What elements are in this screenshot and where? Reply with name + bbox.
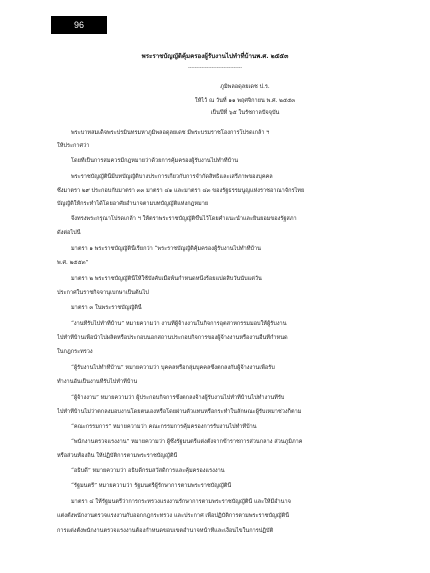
body-line: ให้ประกาศว่า <box>57 143 90 149</box>
body-line: พระบาทสมเด็จพระปรมินทรมหาภูมิพลอดุลยเดช มีพระบรมราชโองการโปรดเกล้า ฯ <box>71 130 270 136</box>
body-line: แต่งตั้งพนักงานตรวจแรงงานกับออกกฎกระทรวง และประกาศ เพื่อปฏิบัติการตามพระราชบัญญัตินี้ <box>57 513 290 519</box>
body-line: มาตรา ๒ พระราชบัญญัตินี้ให้ใช้บังคับเมื่อพ้นกำหนดหนึ่งร้อยแปดสิบวันนับแต่วัน <box>71 276 262 282</box>
body-line: “อธิบดี” หมายความว่า อธิบดีกรมสวัสดิการและคุ้มครองแรงงาน <box>71 468 225 474</box>
page-number: 96 <box>51 16 107 34</box>
body-line: “ผู้จ้างงาน” หมายความว่า ผู้ประกอบกิจการซึ่งตกลงจ้างผู้รับงานไปทำที่บ้านไปทำงานที่รับ <box>71 395 285 401</box>
body-line: หรือส่วนท้องถิ่น ให้ปฏิบัติการตามพระราชบัญญัตินี้ <box>57 453 178 459</box>
body-line: บัญญัติให้กระทำได้โดยอาศัยอำนาจตามบทบัญญัติแห่งกฎหมาย <box>57 201 209 207</box>
body-line: “งานที่รับไปทำที่บ้าน” หมายความว่า งานที่ผู้จ้างงานในกิจการอุตสาหกรรมมอบให้ผู้รับงาน <box>71 321 287 327</box>
signature-line: เป็นปีที่ ๖๕ ในรัชกาลปัจจุบัน <box>210 110 280 116</box>
body-line: ซึ่งมาตรา ๒๙ ประกอบกับมาตรา ๓๓ มาตรา ๔๑ และมาตรา ๔๓ ของรัฐธรรมนูญแห่งราชอาณาจักรไทย <box>57 188 305 194</box>
body-line: ทำงานอันเป็นงานที่รับไปทำที่บ้าน <box>57 379 138 385</box>
body-line: “ผู้รับงานไปทำที่บ้าน” หมายความว่า บุคคลหรือกลุ่มบุคคลซึ่งตกลงกับผู้จ้างงานเพื่อรับ <box>71 365 275 371</box>
body-line: “รัฐมนตรี” หมายความว่า รัฐมนตรีผู้รักษาการตามพระราชบัญญัตินี้ <box>71 483 232 489</box>
body-line: ไปทำที่บ้านเพื่อนำไปผลิตหรือประกอบนอกสถานประกอบกิจการของผู้จ้างงานหรืองานอื่นที่กำหนด <box>57 335 288 341</box>
body-line: พ.ศ. ๒๕๕๓” <box>57 260 89 266</box>
body-line: จึงทรงพระกรุณาโปรดเกล้า ฯ ให้ตราพระราชบัญญัติขึ้นไว้โดยคำแนะนำและยินยอมของรัฐสภา <box>71 216 297 222</box>
body-line: ไปทำที่บ้านไม่ว่าตกลงมอบงานโดยตนเองหรือโดยผ่านตัวแทนหรือกระทำในลักษณะผู้รับเหมาช่วงก็ตาม <box>57 409 302 415</box>
body-line: ดังต่อไปนี้ <box>57 230 81 236</box>
body-line: มาตรา ๑ พระราชบัญญัตินี้เรียกว่า “พระราชบัญญัติคุ้มครองผู้รับงานไปทำที่บ้าน <box>71 246 261 252</box>
signature-line: ให้ไว้ ณ วันที่ ๑๑ พฤศจิกายน พ.ศ. ๒๕๕๓ <box>194 98 296 104</box>
body-line: ในกฎกระทรวง <box>57 349 93 355</box>
body-line: มาตรา ๓ ในพระราชบัญญัตินี้ <box>71 305 142 311</box>
body-line: โดยที่เป็นการสมควรมีกฎหมายว่าด้วยการคุ้มครองผู้รับงานไปทำที่บ้าน <box>71 158 239 164</box>
body-line: พระราชบัญญัตินี้มีบทบัญญัติบางประการเกี่ยวกับการจำกัดสิทธิและเสรีภาพของบุคคล <box>71 174 273 180</box>
body-line: “พนักงานตรวจแรงงาน” หมายความว่า ผู้ซึ่งรัฐมนตรีแต่งตั้งจากข้าราชการส่วนกลาง ส่วนภูมิภาค <box>71 439 303 445</box>
title-divider: -------------------------------- <box>187 65 243 71</box>
signature-line: ภูมิพลอดุลยเดช ป.ร. <box>220 84 270 90</box>
body-line: มาตรา ๔ ให้รัฐมนตรีว่าการกระทรวงแรงงานรักษาการตามพระราชบัญญัตินี้ และให้มีอำนาจ <box>71 499 291 505</box>
document-title: พระราชบัญญัติคุ้มครองผู้รับงานไปทำที่บ้านพ.ศ. ๒๕๕๓ <box>141 53 289 60</box>
body-line: การแต่งตั้งพนักงานตรวจแรงงานต้องกำหนดขอบเขตอำนาจหน้าที่และเงื่อนไขในการปฏิบัติ <box>57 528 274 534</box>
body-line: “คณะกรรมการ” หมายความว่า คณะกรรมการคุ้มครองการรับงานไปทำที่บ้าน <box>71 424 257 430</box>
body-line: ประกาศในราชกิจจานุเบกษาเป็นต้นไป <box>57 290 149 296</box>
